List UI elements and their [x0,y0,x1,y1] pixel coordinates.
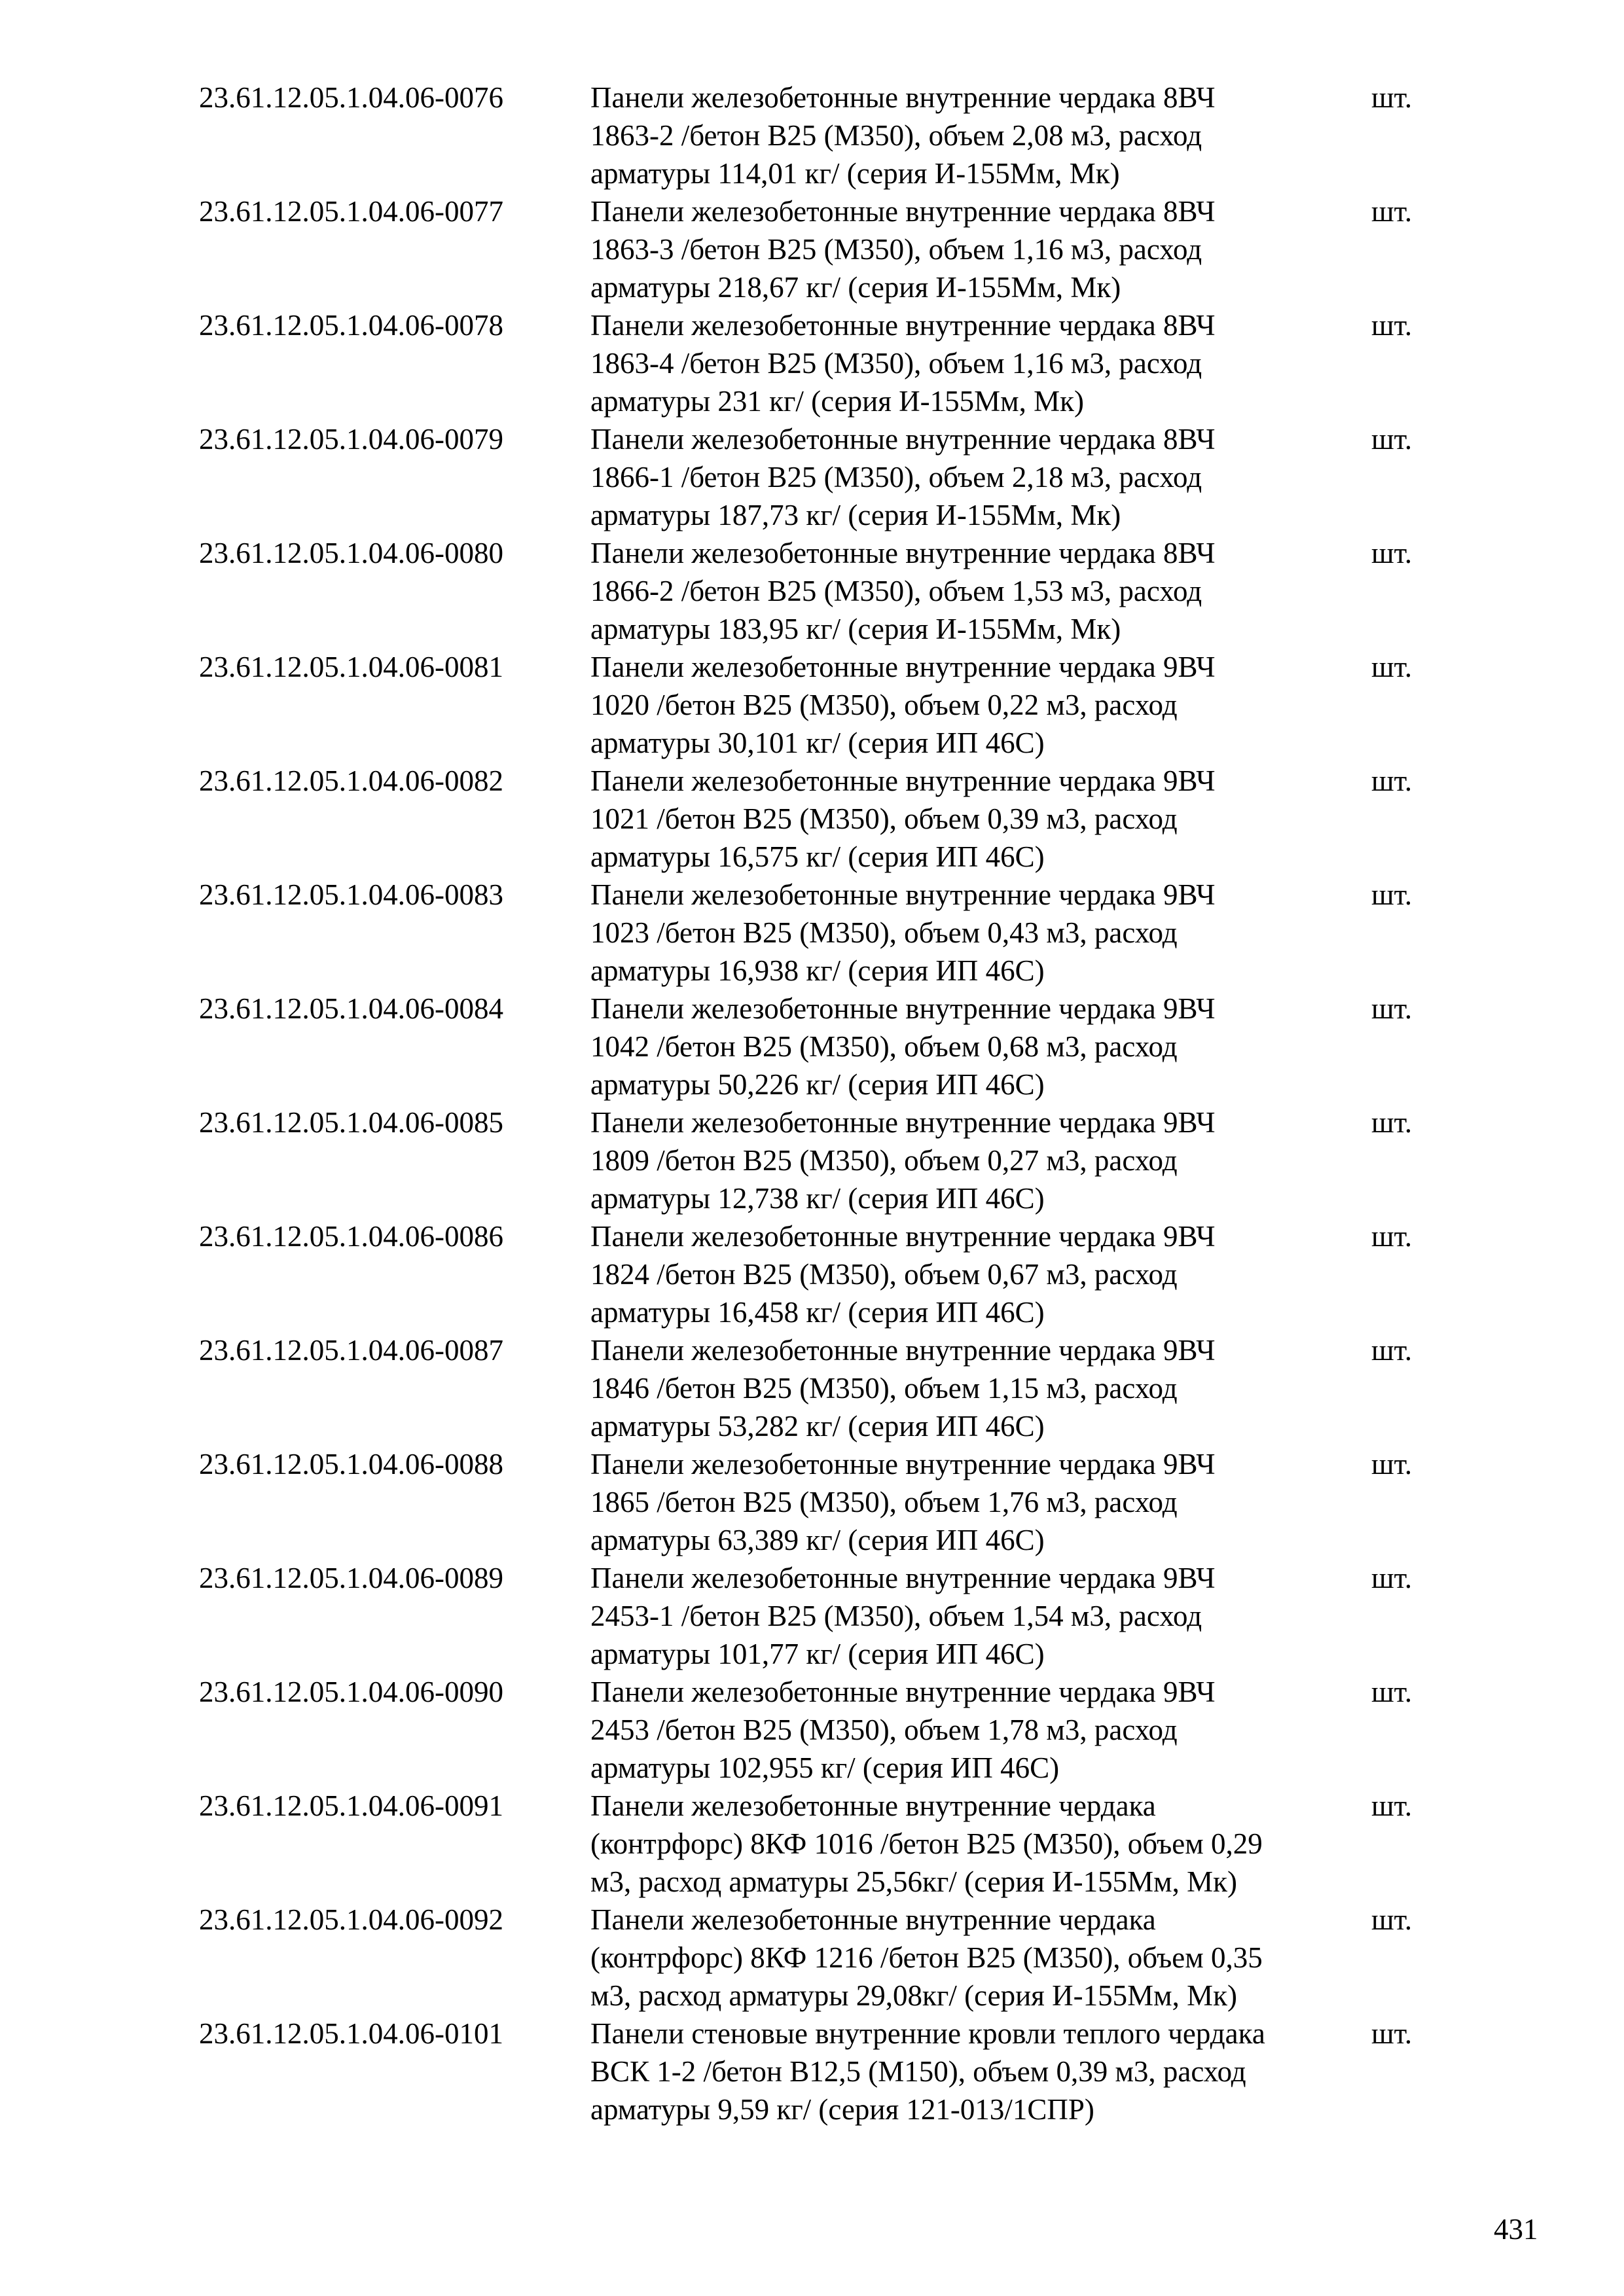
description-line: Панели железобетонные внутренние чердака 9ВЧ [590,878,1216,911]
resource-description [590,648,1371,762]
resource-code: 23.61.12.05.1.04.06-0101 [199,2017,503,2050]
description-line: арматуры 187,73 кг/ (серия И-155Мм, Мк) [590,499,1121,531]
table-row [199,1103,1443,1217]
resource-code: 23.61.12.05.1.04.06-0084 [199,992,503,1025]
resource-code: 23.61.12.05.1.04.06-0083 [199,878,503,911]
description-line: Панели железобетонные внутренние чердака 9ВЧ [590,1334,1216,1367]
table-row [199,1901,1443,2015]
unit-of-measure: шт. [1371,195,1413,228]
table-row [199,1559,1443,1673]
description-line: 1863-3 /бетон В25 (М350), объем 1,16 м3, расход [590,233,1202,266]
unit-of-measure: шт. [1371,1448,1413,1480]
description-line: 1846 /бетон В25 (М350), объем 1,15 м3, расход [590,1372,1178,1405]
resource-description [590,1901,1371,2015]
unit-of-measure: шт. [1371,1334,1413,1367]
description-line: арматуры 101,77 кг/ (серия ИП 46С) [590,1638,1045,1670]
description-line: арматуры 63,389 кг/ (серия ИП 46С) [590,1524,1045,1556]
resource-code: 23.61.12.05.1.04.06-0091 [199,1789,503,1822]
description-line: арматуры 12,738 кг/ (серия ИП 46С) [590,1182,1045,1215]
description-line: м3, расход арматуры 29,08кг/ (серия И-155Мм, Мк) [590,1979,1237,2012]
unit-of-measure: шт. [1371,1220,1413,1253]
table-row [199,762,1443,876]
description-line: арматуры 102,955 кг/ (серия ИП 46С) [590,1751,1060,1784]
description-line: 1042 /бетон В25 (М350), объем 0,68 м3, расход [590,1030,1178,1063]
resource-description [590,2015,1371,2128]
description-line: арматуры 53,282 кг/ (серия ИП 46С) [590,1410,1045,1443]
description-line: арматуры 183,95 кг/ (серия И-155Мм, Мк) [590,613,1121,645]
description-line: Панели железобетонные внутренние чердака 9ВЧ [590,1562,1216,1594]
resource-code: 23.61.12.05.1.04.06-0085 [199,1106,503,1139]
description-line: арматуры 9,59 кг/ (серия 121-013/1СПР) [590,2093,1094,2126]
resource-code: 23.61.12.05.1.04.06-0081 [199,651,503,683]
unit-of-measure: шт. [1371,423,1413,456]
resource-description [590,1787,1371,1901]
description-line: 2453-1 /бетон В25 (М350), объем 1,54 м3, расход [590,1600,1202,1632]
description-line: Панели железобетонные внутренние чердака 9ВЧ [590,1220,1216,1253]
table-row [199,306,1443,420]
unit-of-measure: шт. [1371,992,1413,1025]
resource-description [590,1559,1371,1673]
resource-description [590,1331,1371,1445]
table-row [199,79,1443,192]
resource-description [590,990,1371,1103]
resource-description [590,762,1371,876]
description-line: арматуры 30,101 кг/ (серия ИП 46С) [590,726,1045,759]
description-line: ВСК 1-2 /бетон В12,5 (М150), объем 0,39 м3, расход [590,2055,1246,2088]
description-line: Панели железобетонные внутренние чердака 9ВЧ [590,651,1216,683]
description-line: 1021 /бетон В25 (М350), объем 0,39 м3, расход [590,802,1178,835]
resource-description [590,876,1371,990]
description-line: (контрфорс) 8КФ 1016 /бетон В25 (М350), объем 0,29 [590,1827,1263,1860]
table-row [199,990,1443,1103]
unit-of-measure: шт. [1371,651,1413,683]
resource-description [590,1217,1371,1331]
resource-description [590,306,1371,420]
resource-code: 23.61.12.05.1.04.06-0080 [199,537,503,569]
description-line: 1023 /бетон В25 (М350), объем 0,43 м3, расход [590,916,1178,949]
unit-of-measure: шт. [1371,1106,1413,1139]
resource-code: 23.61.12.05.1.04.06-0090 [199,1676,503,1708]
resource-code: 23.61.12.05.1.04.06-0086 [199,1220,503,1253]
resource-description [590,534,1371,648]
unit-of-measure: шт. [1371,309,1413,342]
description-line: арматуры 50,226 кг/ (серия ИП 46С) [590,1068,1045,1101]
description-line: арматуры 218,67 кг/ (серия И-155Мм, Мк) [590,271,1121,304]
description-line: м3, расход арматуры 25,56кг/ (серия И-155Мм, Мк) [590,1865,1237,1898]
resource-description [590,1103,1371,1217]
unit-of-measure: шт. [1371,1903,1413,1936]
resource-code: 23.61.12.05.1.04.06-0076 [199,81,503,114]
description-line: Панели железобетонные внутренние чердака 8ВЧ [590,537,1216,569]
table-row [199,876,1443,990]
unit-of-measure: шт. [1371,764,1413,797]
description-line: Панели железобетонные внутренние чердака 8ВЧ [590,423,1216,456]
table-row [199,1331,1443,1445]
unit-of-measure: шт. [1371,878,1413,911]
description-line: Панели железобетонные внутренние чердака 9ВЧ [590,1676,1216,1708]
resource-code: 23.61.12.05.1.04.06-0077 [199,195,503,228]
resource-description [590,420,1371,534]
description-line: 1866-2 /бетон В25 (М350), объем 1,53 м3, расход [590,575,1202,607]
description-line: 1809 /бетон В25 (М350), объем 0,27 м3, расход [590,1144,1178,1177]
resource-description [590,1445,1371,1559]
resource-description [590,79,1371,192]
description-line: 1863-2 /бетон В25 (М350), объем 2,08 м3, расход [590,119,1202,152]
description-line: 1865 /бетон В25 (М350), объем 1,76 м3, расход [590,1486,1178,1518]
description-line: Панели железобетонные внутренние чердака 9ВЧ [590,1448,1216,1480]
page-number: 431 [1494,2213,1538,2246]
description-line: Панели железобетонные внутренние чердака [590,1789,1156,1822]
description-line: Панели железобетонные внутренние чердака 9ВЧ [590,992,1216,1025]
description-line: арматуры 16,938 кг/ (серия ИП 46С) [590,954,1045,987]
description-line: арматуры 231 кг/ (серия И-155Мм, Мк) [590,385,1084,418]
description-line: Панели железобетонные внутренние чердака [590,1903,1156,1936]
price-catalog-table [199,79,1443,2128]
resource-code: 23.61.12.05.1.04.06-0087 [199,1334,503,1367]
resource-code: 23.61.12.05.1.04.06-0082 [199,764,503,797]
resource-code: 23.61.12.05.1.04.06-0088 [199,1448,503,1480]
resource-code: 23.61.12.05.1.04.06-0078 [199,309,503,342]
table-row [199,1787,1443,1901]
unit-of-measure: шт. [1371,2017,1413,2050]
description-line: Панели железобетонные внутренние чердака 8ВЧ [590,81,1216,114]
table-row [199,648,1443,762]
resource-description [590,192,1371,306]
unit-of-measure: шт. [1371,1562,1413,1594]
description-line: 1020 /бетон В25 (М350), объем 0,22 м3, расход [590,689,1178,721]
table-row [199,534,1443,648]
description-line: 2453 /бетон В25 (М350), объем 1,78 м3, расход [590,1713,1178,1746]
description-line: 1866-1 /бетон В25 (М350), объем 2,18 м3, расход [590,461,1202,493]
unit-of-measure: шт. [1371,81,1413,114]
table-row [199,1673,1443,1787]
description-line: арматуры 16,575 кг/ (серия ИП 46С) [590,840,1045,873]
description-line: арматуры 16,458 кг/ (серия ИП 46С) [590,1296,1045,1329]
description-line: арматуры 114,01 кг/ (серия И-155Мм, Мк) [590,157,1120,190]
description-line: 1824 /бетон В25 (М350), объем 0,67 м3, расход [590,1258,1178,1291]
resource-description [590,1673,1371,1787]
description-line: Панели железобетонные внутренние чердака 8ВЧ [590,309,1216,342]
description-line: 1863-4 /бетон В25 (М350), объем 1,16 м3, расход [590,347,1202,380]
resource-code: 23.61.12.05.1.04.06-0089 [199,1562,503,1594]
unit-of-measure: шт. [1371,1676,1413,1708]
resource-code: 23.61.12.05.1.04.06-0092 [199,1903,503,1936]
table-row [199,1217,1443,1331]
table-row [199,1445,1443,1559]
description-line: Панели стеновые внутренние кровли теплого чердака [590,2017,1265,2050]
description-line: Панели железобетонные внутренние чердака 9ВЧ [590,764,1216,797]
description-line: (контрфорс) 8КФ 1216 /бетон В25 (М350), объем 0,35 [590,1941,1263,1974]
description-line: Панели железобетонные внутренние чердака 9ВЧ [590,1106,1216,1139]
table-row [199,192,1443,306]
table-row [199,420,1443,534]
unit-of-measure: шт. [1371,537,1413,569]
resource-code: 23.61.12.05.1.04.06-0079 [199,423,503,456]
unit-of-measure: шт. [1371,1789,1413,1822]
table-row [199,2015,1443,2128]
description-line: Панели железобетонные внутренние чердака 8ВЧ [590,195,1216,228]
